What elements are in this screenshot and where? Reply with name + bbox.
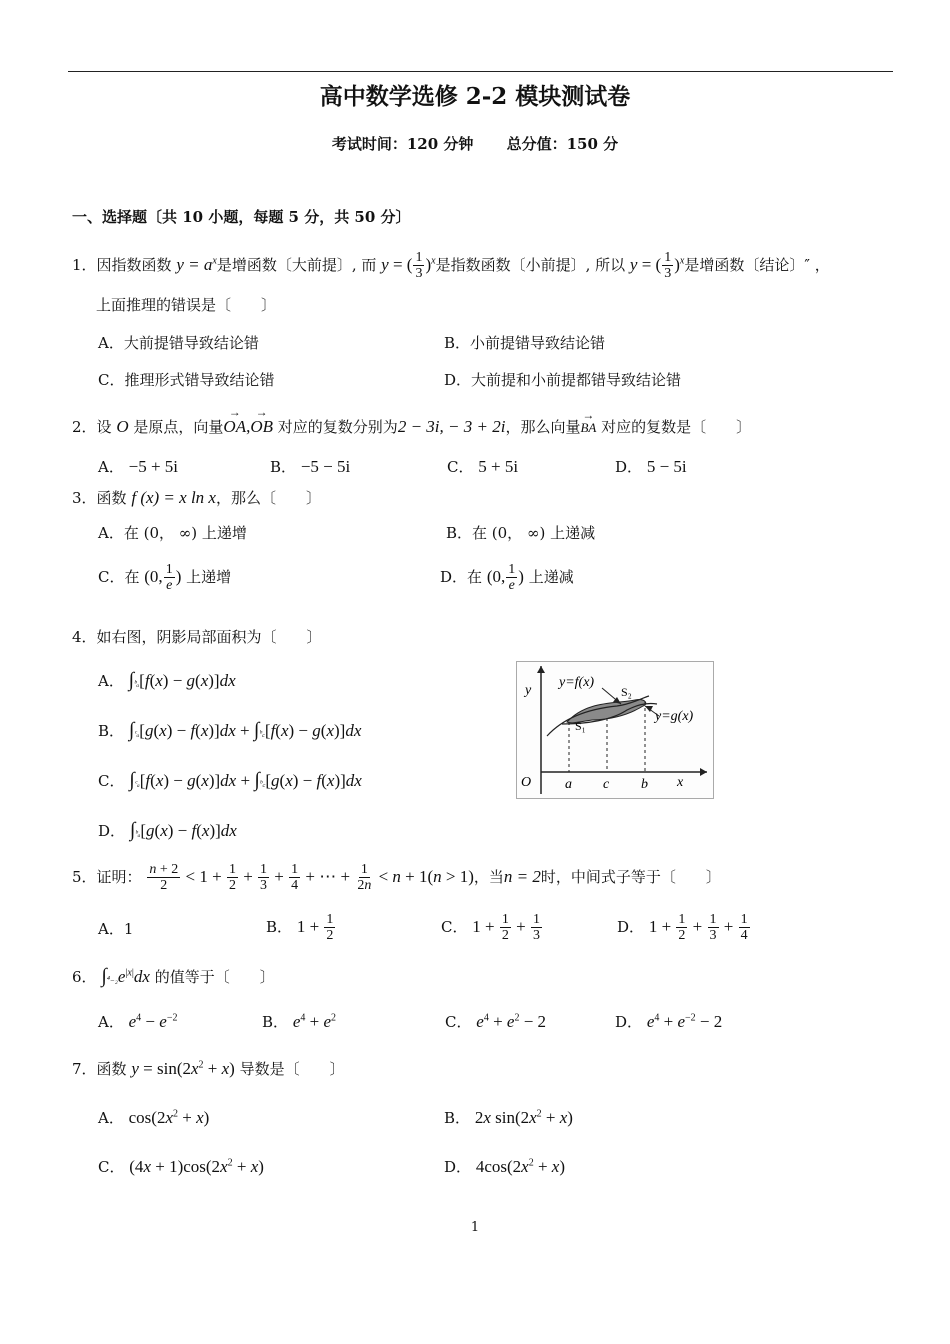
page-title: 高中数学选修 2-2 模块测试卷 (319, 83, 631, 110)
q3-number: 3． (72, 489, 97, 507)
q2-d-value: 5 − 5i (646, 457, 687, 476)
q3-d-interval: (0, $\frac{1}{e}$ ) (486, 562, 524, 594)
q5-n2: n = 2 (503, 866, 541, 886)
question-2 (72, 417, 751, 437)
q5-inequality: $\frac{n + 2}{2}$ < 1 + $\frac{1}{2}$ + $\frac{1}{3}$ + $\frac{1}{4}$ + ⋯ + $\frac{1}{2n}$ < n + 1(n > 1) (149, 862, 474, 894)
q4-option-a[interactable] (98, 668, 236, 692)
q5-d-label: D． (617, 917, 645, 936)
q7-option-c[interactable] (98, 1157, 264, 1177)
q5-text-2: ，当 (473, 867, 504, 886)
q1-option-c[interactable]: C．推理形式错导致结论错 (98, 371, 275, 389)
q6-number: 6． (72, 968, 97, 986)
q5-b-label: B． (266, 917, 293, 936)
q7-option-a[interactable] (98, 1108, 209, 1128)
page-number: 1 (470, 1220, 480, 1235)
q6-d-expr: $e^4 + e^{-2} - 2$ (646, 1012, 723, 1031)
q2-c-value: 5 + 5i (478, 457, 519, 476)
q5-text-3: 时，中间式子等于〔 〕 (540, 867, 721, 886)
q4-figure-svg (517, 662, 713, 798)
q7-a-expr: $\cos(2x^2 + x)$ (128, 1108, 210, 1127)
q6-option-d[interactable] (615, 1012, 722, 1032)
q3-d-label: D．在 (440, 567, 483, 586)
q2-b-label: B． (270, 458, 297, 476)
q7-text-1: 函数 (96, 1060, 127, 1078)
fig-a: a (565, 777, 572, 792)
question-3 (72, 488, 321, 508)
q3-c-label: C．在 (98, 567, 140, 586)
fig-c: c (603, 777, 610, 792)
top-rule (68, 71, 893, 72)
q3-c-interval: (0, $\frac{1}{e}$ ) (144, 562, 182, 594)
q7-b-label: B． (444, 1109, 471, 1127)
q6-a-label: A． (98, 1013, 124, 1031)
q5-option-c[interactable] (441, 912, 543, 944)
q2-text-4: ，那么向量 (505, 418, 581, 436)
q4-option-d[interactable] (98, 818, 237, 842)
q4-c-label: C． (98, 772, 125, 790)
q2-a-value: −5 + 5i (128, 457, 179, 476)
fig-b: b (641, 777, 648, 792)
q1-option-d[interactable]: D．大前提和小前提都错导致结论错 (444, 371, 682, 389)
q6-d-label: D． (615, 1013, 643, 1031)
q5-option-b[interactable] (266, 912, 336, 944)
q4-c-expr: ∫ᶜₐ[f(x) − g(x)]dx + ∫ᵇ꜀[g(x) − f(x)]dx (129, 769, 362, 791)
exam-score: 总分值：150 分 (506, 135, 619, 153)
question-4 (72, 628, 322, 646)
q4-b-expr: ∫ᶜₐ[g(x) − f(x)]dx + ∫ᵇ꜀[f(x) − g(x)]dx (128, 719, 362, 741)
q1-number: 1． (72, 255, 97, 274)
q7-d-label: D． (444, 1158, 472, 1176)
q4-d-label: D． (98, 822, 126, 840)
q1-option-a[interactable]: A．大前提错导致结论错 (98, 334, 259, 352)
q2-vectors: → OA,→ OB (223, 417, 273, 436)
q2-text-5: 对应的复数是〔 〕 (601, 418, 752, 436)
q3-d-tail: 上递减 (528, 567, 574, 586)
q5-number: 5． (72, 867, 97, 886)
q7-text-2: 导数是〔 〕 (239, 1060, 345, 1078)
question-7 (72, 1059, 345, 1079)
y-axis-arrow (537, 666, 545, 673)
q2-a-label: A． (98, 458, 124, 476)
q4-text: 如右图，阴影局部面积为〔 〕 (96, 628, 322, 646)
q5-c-label: C． (441, 917, 468, 936)
q1-text-3: 是指数函数〔小前提〕, 所以 (435, 255, 626, 274)
q7-d-expr: $4\cos(2x^2 + x)$ (475, 1157, 565, 1176)
q3-math: f (x) = x ln x (131, 488, 216, 507)
q6-a-expr: $e^4 - e^{-2}$ (128, 1012, 178, 1031)
fig-x: x (677, 775, 684, 790)
q1-text-2: 是增函数〔大前提〕, 而 (216, 255, 377, 274)
q1-text-4: 是增函数〔结论〕″ ， (684, 255, 830, 274)
q1-math-1: $y = a^x$ (176, 254, 217, 274)
q5-option-d[interactable] (617, 912, 751, 944)
q1-option-b[interactable]: B．小前提错导致结论错 (444, 334, 606, 352)
q4-figure (516, 661, 714, 799)
question-5 (72, 862, 721, 894)
q4-a-label: A． (98, 672, 124, 690)
q7-number: 7． (72, 1060, 97, 1078)
q6-option-b[interactable] (262, 1012, 336, 1032)
q3-option-b[interactable]: B．在 (0， ∞) 上递减 (446, 524, 596, 542)
fig-origin: O (521, 775, 532, 790)
q2-math: 2 − 3i, − 3 + 2i (397, 417, 506, 436)
q3-option-d[interactable] (440, 562, 574, 594)
q4-option-c[interactable] (98, 768, 362, 792)
section-heading: 一、选择题〔共 10 小题，每题 5 分，共 50 分〕 (72, 208, 411, 226)
fig-gx-label: y=g(x) (655, 709, 694, 724)
q1-line-2: 上面推理的错误是〔 〕 (96, 296, 277, 314)
q7-c-expr: $(4x + 1)\cos(2x^2 + x)$ (129, 1157, 264, 1176)
q1-math-2: y = ( $\frac{1}{3}$ )$^x$ (381, 250, 436, 282)
q6-c-label: C． (445, 1013, 472, 1031)
q7-b-expr: 2x $\sin(2x^2 + x)$ (474, 1108, 573, 1127)
question-1 (72, 250, 830, 282)
q1-math-3: y = ( $\frac{1}{3}$ )$^x$ (629, 250, 685, 282)
q3-option-a[interactable]: A．在 (0， ∞) 上递增 (98, 524, 247, 542)
q2-option-c[interactable] (447, 457, 518, 477)
question-6 (72, 964, 275, 988)
q5-text-1: 证明： (96, 867, 142, 886)
q6-integral: $\int^4_{-2}e^{|x|}dx$ (101, 965, 150, 987)
q2-c-label: C． (447, 458, 474, 476)
q6-option-c[interactable] (445, 1012, 546, 1032)
q4-option-b[interactable] (98, 718, 361, 742)
q2-b-value: −5 − 5i (300, 457, 351, 476)
q2-option-d[interactable] (615, 457, 687, 477)
q7-math: $y = \sin(2x^2 + x)$ (131, 1059, 235, 1078)
q6-option-a[interactable] (98, 1012, 177, 1032)
fig-y-label: y (525, 683, 532, 698)
q4-b-label: B． (98, 722, 125, 740)
x-axis-arrow (700, 768, 707, 776)
q6-b-label: B． (262, 1013, 289, 1031)
q2-text-1: 设 (96, 418, 112, 436)
q6-text: 的值等于〔 〕 (154, 968, 275, 986)
q4-d-expr: ∫ᵇₐ[g(x) − f(x)]dx (129, 819, 237, 841)
q6-b-expr: $e^4 + e^2$ (292, 1012, 336, 1031)
q7-option-d[interactable] (444, 1157, 565, 1177)
q2-option-b[interactable] (270, 457, 350, 477)
q4-number: 4． (72, 628, 97, 646)
q5-option-a[interactable]: A．1 (98, 920, 134, 938)
q3-c-tail: 上递增 (186, 567, 232, 586)
q6-c-expr: $e^4 + e^2 - 2$ (476, 1012, 547, 1031)
fig-fx-label: y=f(x) (559, 675, 595, 690)
fig-s2-label: S₂ (621, 685, 632, 699)
q3-text-2: ，那么〔 〕 (215, 489, 321, 507)
exam-time: 考试时间：120 分钟 (331, 135, 474, 153)
q2-option-a[interactable] (98, 457, 178, 477)
q3-text-1: 函数 (96, 489, 127, 507)
q2-d-label: D． (615, 458, 643, 476)
q2-text-3: 对应的复数分别为 (277, 418, 398, 436)
q4-a-expr: ∫ᵇₐ[f(x) − g(x)]dx (128, 669, 236, 691)
q3-option-c[interactable] (98, 562, 231, 594)
q2-text-2: 是原点，向量 (133, 418, 224, 436)
exam-meta (0, 133, 950, 154)
q5-c-expr: 1 + $\frac{1}{2}$ + $\frac{1}{3}$ (472, 912, 540, 944)
q7-a-label: A． (98, 1109, 124, 1127)
q5-b-expr: 1 + $\frac{1}{2}$ (296, 912, 334, 944)
q5-d-expr: 1 + $\frac{1}{2}$ + $\frac{1}{3}$ + $\frac{1}{4}$ (648, 912, 748, 944)
q1-text-1: 因指数函数 (96, 255, 172, 274)
q7-c-label: C． (98, 1158, 125, 1176)
q2-vector-ba: → BA (580, 417, 596, 436)
fig-s1-label: S₁ (575, 719, 586, 733)
q2-origin: O (116, 417, 129, 436)
q2-number: 2． (72, 418, 97, 436)
q7-option-b[interactable] (444, 1108, 573, 1128)
